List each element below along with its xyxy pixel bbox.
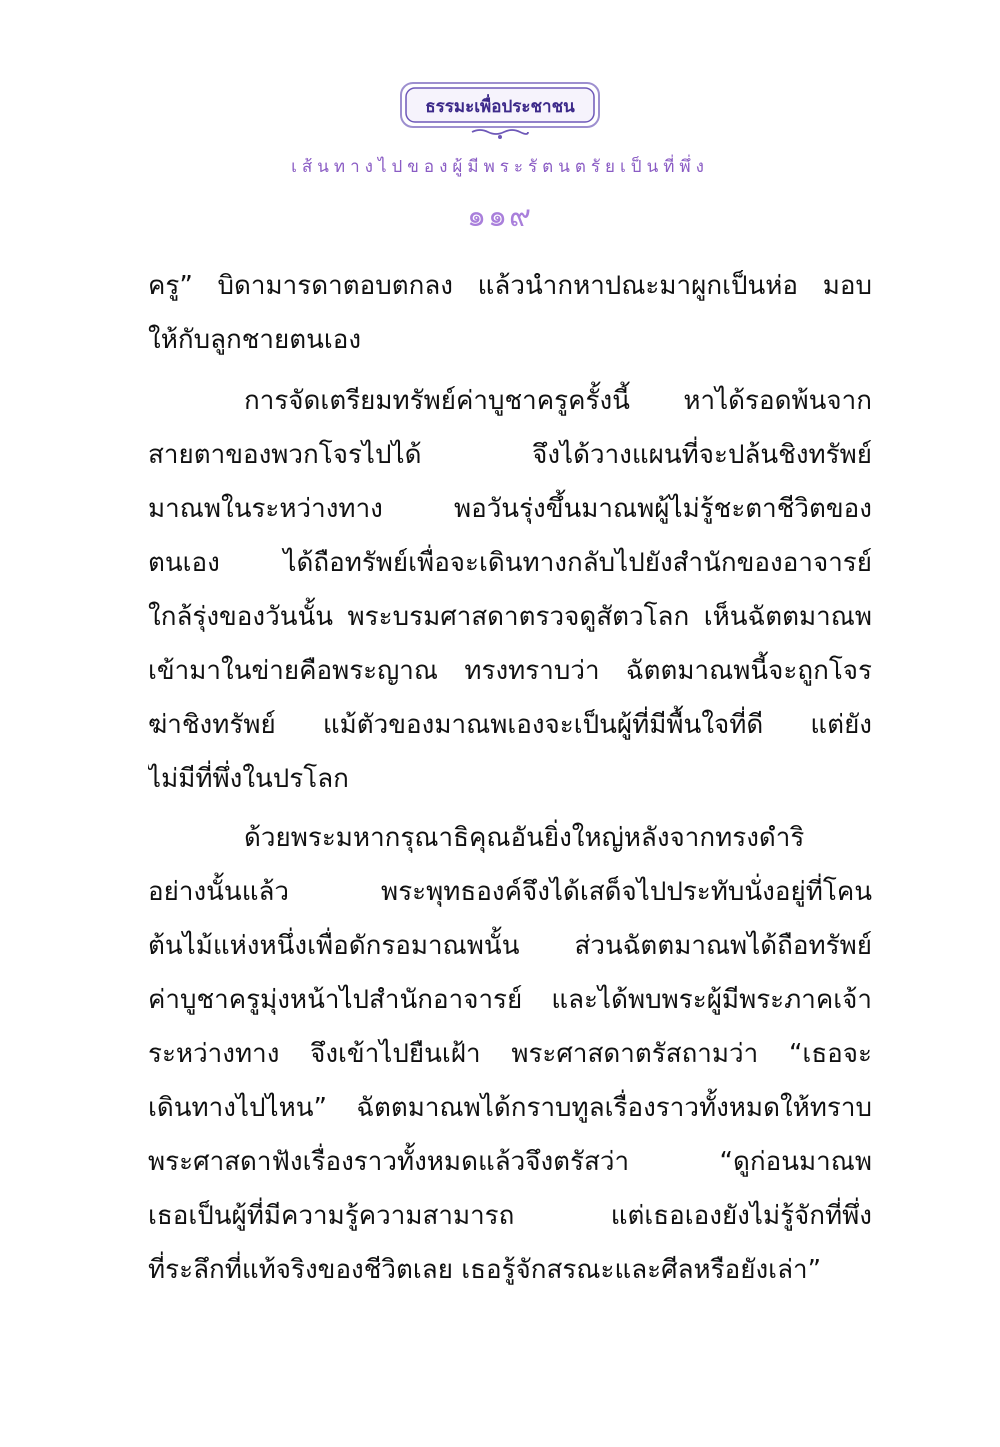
text-line: ค่าบูชาครูมุ่งหน้าไปสำนักอาจารย์ และได้พบพระผู้มีพระภาคเจ้า	[148, 985, 872, 1015]
dhamma-logo	[400, 82, 600, 142]
running-header-title: เส้นทางไปของผู้มีพระรัตนตรัยเป็นที่พึ่ง	[291, 157, 709, 177]
text-line: ฆ่าชิงทรัพย์ แม้ตัวของมาณพเองจะเป็นผู้ที่มีพื้นใจที่ดี แต่ยัง	[148, 710, 872, 740]
logo-text: ธรรมะเพื่อประชาชน	[425, 97, 575, 117]
paragraph-2	[148, 374, 872, 806]
page-number: ๑๑๙	[466, 199, 534, 234]
text-line: เธอเป็นผู้ที่มีความรู้ความสามารถ แต่เธอเองยังไม่รู้จักที่พึ่ง	[148, 1201, 872, 1231]
text-line: ใกล้รุ่งของวันนั้น พระบรมศาสดาตรวจดูสัตวโลก เห็นฉัตตมาณพ	[148, 602, 872, 632]
text-line: ตนเอง ได้ถือทรัพย์เพื่อจะเดินทางกลับไปยังสำนักของอาจารย์	[148, 548, 872, 578]
text-line: ที่ระลึกที่แท้จริงของชีวิตเลย เธอรู้จักสรณะและศีลหรือยังเล่า”	[148, 1255, 822, 1285]
text-line: ให้กับลูกชายตนเอง	[148, 325, 362, 355]
text-line: มาณพในระหว่างทาง พอวันรุ่งขึ้นมาณพผู้ไม่รู้ชะตาชีวิตของ	[148, 494, 872, 524]
text-line: พระศาสดาฟังเรื่องราวทั้งหมดแล้วจึงตรัสว่า “ดูก่อนมาณพ	[148, 1147, 872, 1177]
text-line: ครู” บิดามารดาตอบตกลง แล้วนำกหาปณะมาผูกเป็นห่อ มอบ	[148, 271, 872, 301]
text-line: สายตาของพวกโจรไปได้ จึงได้วางแผนที่จะปล้นชิงทรัพย์	[148, 440, 872, 470]
text-line: อย่างนั้นแล้ว พระพุทธองค์จึงได้เสด็จไปประทับนั่งอยู่ที่โคน	[148, 877, 872, 907]
text-line: เดินทางไปไหน” ฉัตตมาณพได้กราบทูลเรื่องราวทั้งหมดให้ทราบ	[148, 1093, 872, 1123]
text-line: การจัดเตรียมทรัพย์ค่าบูชาครูครั้งนี้ หาได้รอดพ้นจาก	[244, 386, 872, 416]
text-line: เข้ามาในข่ายคือพระญาณ ทรงทราบว่า ฉัตตมาณพนี้จะถูกโจร	[148, 656, 872, 686]
paragraph-1	[148, 259, 872, 367]
text-line: ระหว่างทาง จึงเข้าไปยืนเฝ้า พระศาสดาตรัสถามว่า “เธอจะ	[148, 1039, 872, 1069]
paragraph-3	[148, 811, 872, 1297]
text-line: ต้นไม้แห่งหนึ่งเพื่อดักรอมาณพนั้น ส่วนฉัตตมาณพได้ถือทรัพย์	[148, 931, 872, 961]
text-line: ไม่มีที่พึ่งในปรโลก	[148, 764, 349, 794]
text-line: ด้วยพระมหากรุณาธิคุณอันยิ่งใหญ่หลังจากทรงดำริ	[244, 823, 805, 853]
